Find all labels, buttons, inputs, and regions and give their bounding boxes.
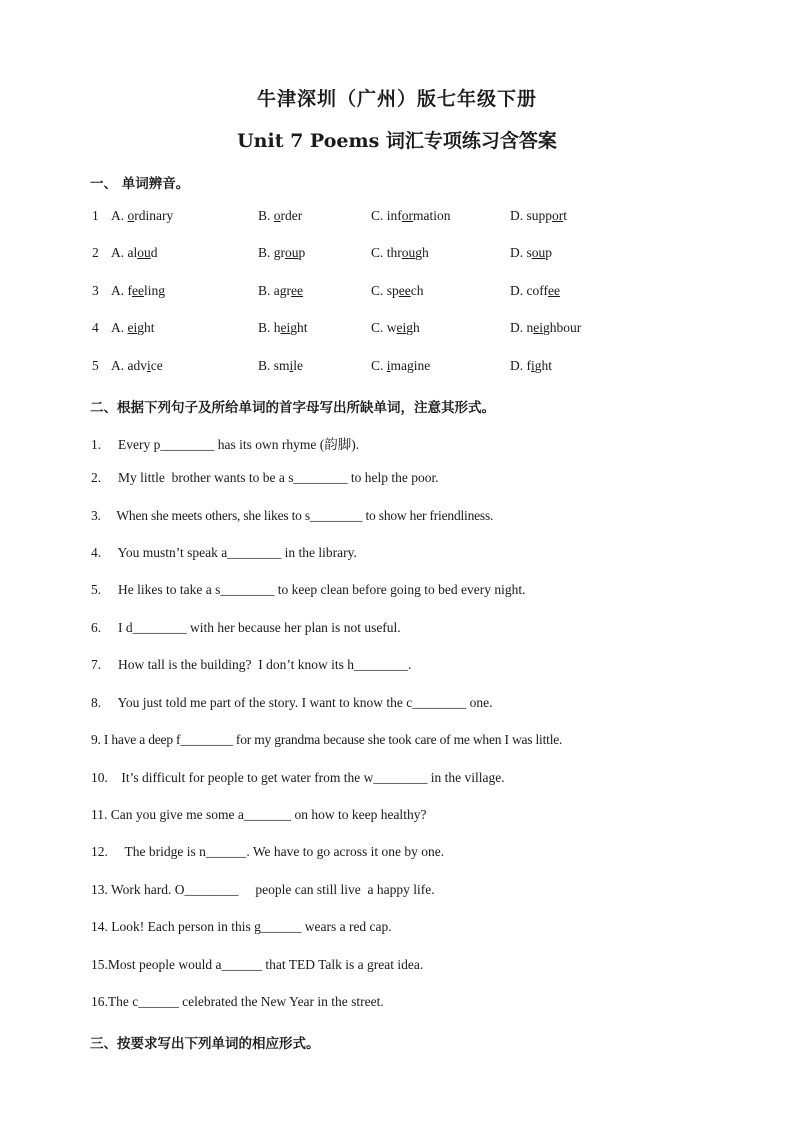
section-heading-phonics: 一、 单词辨音。 — [90, 176, 190, 192]
option-c: C. imagine — [371, 358, 431, 373]
option-b: B. height — [258, 320, 308, 335]
fill-in-sentence: 16.The c______ celebrated the New Year in the street. — [91, 994, 384, 1009]
fill-in-sentence: 12. The bridge is n______. We have to go across it one by one. — [91, 844, 445, 859]
option-c: C. information — [371, 208, 451, 223]
fill-in-sentence: 15.Most people would a______ that TED Talk is a great idea. — [91, 957, 424, 972]
underlined-letters: ou — [285, 245, 299, 260]
underlined-letters: ei — [533, 320, 543, 335]
option-c: C. weigh — [371, 320, 420, 335]
question-number: 5 — [92, 358, 99, 373]
underlined-letters: ee — [398, 283, 411, 298]
underlined-letters: ou — [401, 245, 416, 260]
fill-in-sentence: 10. It’s difficult for people to get water from the w________ in the village. — [91, 770, 505, 785]
option-a: A. ordinary — [111, 208, 174, 223]
underlined-letters: i — [531, 358, 535, 373]
fill-in-sentence: 2. My little brother wants to be a s________ to help the poor. — [91, 470, 439, 485]
underlined-letters: ou — [137, 245, 151, 260]
fill-in-sentence: 1. Every p________ has its own rhyme (韵脚). — [91, 437, 360, 452]
option-d: D. support — [510, 208, 568, 223]
underlined-letters: or — [401, 208, 414, 223]
option-d: D. soup — [510, 245, 553, 260]
underlined-letters: ee — [291, 283, 303, 298]
fill-in-sentence: 11. Can you give me some a_______ on how to keep healthy? — [91, 807, 427, 822]
fill-in-sentence: 4. You mustn’t speak a________ in the library. — [91, 545, 357, 560]
fill-in-sentence: 14. Look! Each person in this g______ wears a red cap. — [91, 919, 392, 934]
fill-in-sentence: 9. I have a deep f________ for my grandma because she took care of me when I was little. — [91, 732, 563, 747]
option-d: D. fight — [510, 358, 553, 373]
phonics-question — [0, 358, 794, 378]
underlined-letters: ou — [531, 245, 546, 260]
option-a: A. feeling — [111, 283, 165, 298]
underlined-letters: o — [273, 208, 281, 223]
option-c: C. speech — [371, 283, 424, 298]
section-heading-fill-in: 二、根据下列句子及所给单词的首字母写出所缺单词，注意其形式。 — [90, 400, 495, 416]
document-title: 牛津深圳（广州）版七年级下册 — [256, 88, 537, 110]
underlined-letters: ei — [127, 320, 138, 335]
option-d: D. coffee — [510, 283, 560, 298]
underlined-letters: i — [386, 358, 391, 373]
underlined-letters: ei — [280, 320, 291, 335]
phonics-question — [0, 320, 794, 340]
underlined-letters: i — [289, 358, 294, 373]
option-b: B. group — [258, 245, 306, 260]
option-d: D. neighbour — [510, 320, 582, 335]
underlined-letters: ee — [132, 283, 144, 298]
option-c: C. through — [371, 245, 429, 260]
underlined-letters: or — [552, 208, 564, 223]
underlined-letters: ee — [548, 283, 560, 298]
fill-in-sentence: 13. Work hard. O________ people can still live a happy life. — [91, 882, 435, 897]
phonics-question — [0, 208, 794, 228]
underlined-letters: o — [127, 208, 135, 223]
document-subtitle: Unit 7 Poems 词汇专项练习含答案 — [237, 130, 557, 152]
question-number: 3 — [92, 283, 99, 298]
fill-in-sentence: 6. I d________ with her because her plan is not useful. — [91, 620, 401, 635]
section-heading-word-forms: 三、按要求写出下列单词的相应形式。 — [90, 1036, 320, 1052]
option-b: B. smile — [258, 358, 304, 373]
phonics-question — [0, 283, 794, 303]
question-number: 1 — [92, 208, 99, 223]
option-a: A. advice — [111, 358, 163, 373]
fill-in-sentence: 8. You just told me part of the story. I want to know the c________ one. — [91, 695, 493, 710]
fill-in-sentence: 7. How tall is the building? I don’t know its h________. — [91, 657, 412, 672]
fill-in-sentence: 5. He likes to take a s________ to keep clean before going to bed every night. — [91, 582, 526, 597]
underlined-letters: ei — [396, 320, 407, 335]
option-b: B. order — [258, 208, 303, 223]
question-number: 2 — [92, 245, 99, 260]
option-b: B. agree — [258, 283, 303, 298]
fill-in-sentence: 3. When she meets others, she likes to s________ to show her friendliness. — [91, 508, 494, 523]
question-number: 4 — [92, 320, 99, 335]
option-a: A. eight — [111, 320, 155, 335]
phonics-question — [0, 245, 794, 265]
underlined-letters: i — [147, 358, 151, 373]
option-a: A. aloud — [111, 245, 158, 260]
